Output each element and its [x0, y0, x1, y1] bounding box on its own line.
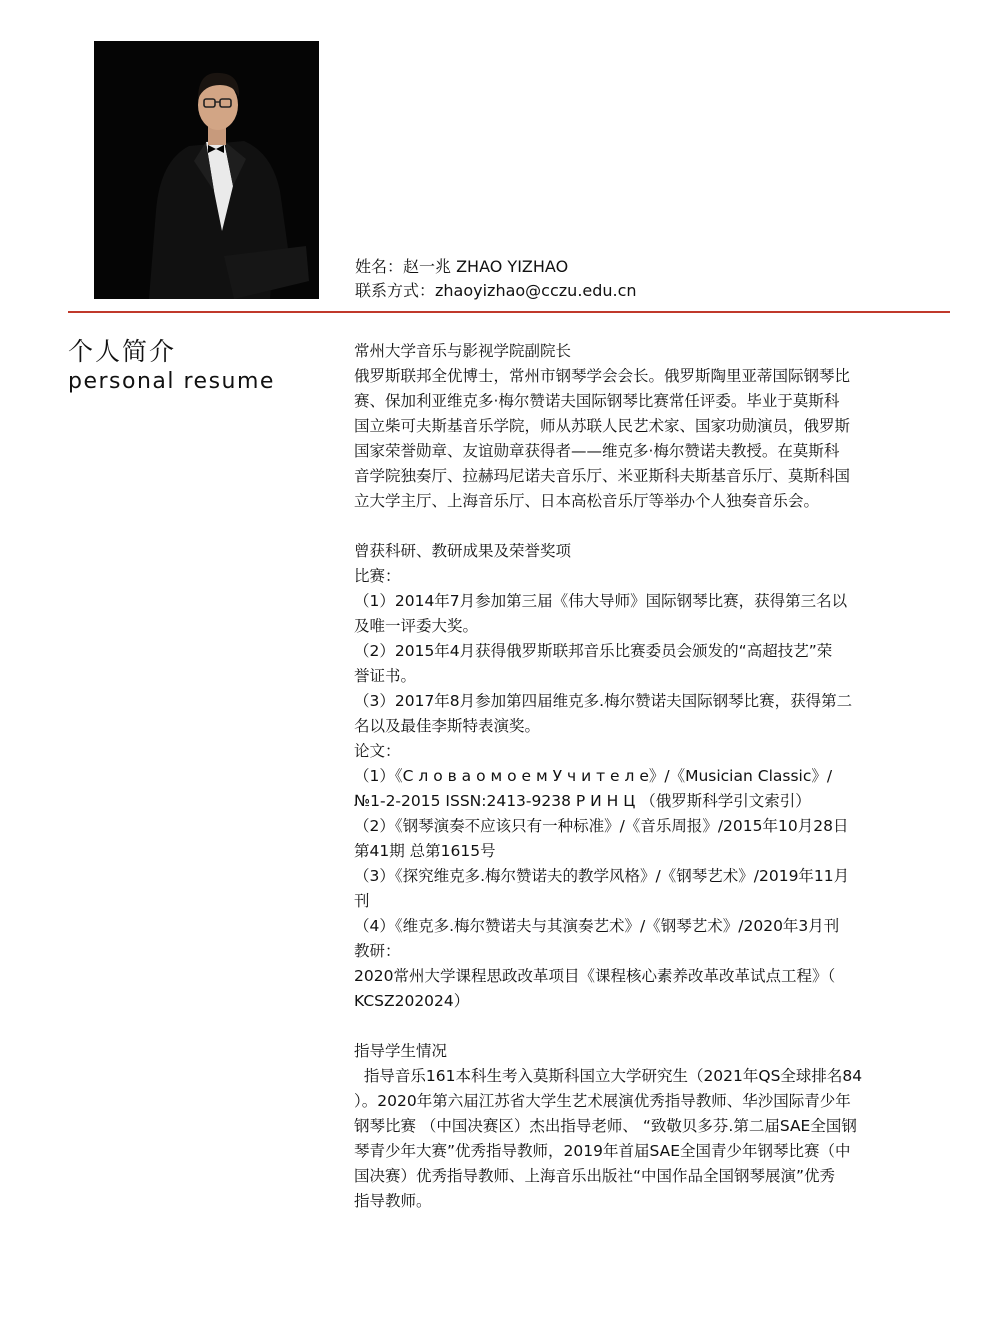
achievement-line: （2）《钢琴演奏不应该只有一种标准》/《音乐周报》/2015年10月28日: [354, 817, 849, 835]
students-line: 琴青少年大赛”优秀指导教师，2019年首届SAE全国青少年钢琴比赛（中: [354, 1142, 851, 1160]
profile-photo: [94, 41, 319, 299]
students-line: 指导音乐161本科生考入莫斯科国立大学研究生（2021年QS全球排名84: [354, 1067, 863, 1085]
bio-line: 赛、保加利亚维克多·梅尔赞诺夫国际钢琴比赛常任评委。毕业于莫斯科: [354, 392, 840, 410]
contact-info: [355, 255, 637, 303]
resume-body: [354, 339, 924, 1214]
section-divider: [68, 311, 950, 313]
contact-line: 联系方式：zhaoyizhao@cczu.edu.cn: [355, 281, 637, 300]
achievement-line: （4）《维克多.梅尔赞诺夫与其演奏艺术》/《钢琴艺术》/2020年3月刊: [354, 917, 840, 935]
achievement-line: 名以及最佳李斯特表演奖。: [354, 717, 541, 735]
achievement-line: 及唯一评委大奖。: [354, 617, 479, 635]
bio-line: 音学院独奏厅、拉赫玛尼诺夫音乐厅、米亚斯科夫斯基音乐厅、莫斯科国: [354, 467, 851, 485]
section-title-en: personal resume: [68, 369, 275, 394]
bio-line: 国立柴可夫斯基音乐学院，师从苏联人民艺术家、国家功勋演员，俄罗斯: [354, 417, 851, 435]
section-title: [68, 337, 275, 397]
achievement-line: 2020常州大学课程思政改革项目《课程核心素养改革改革试点工程》（: [354, 967, 836, 985]
spacer: [354, 1014, 924, 1039]
achievement-line: （2）2015年4月获得俄罗斯联邦音乐比赛委员会颁发的“高超技艺”荣: [354, 642, 833, 660]
bio-line: 立大学主厅、上海音乐厅、日本高松音乐厅等举办个人独奏音乐会。: [354, 492, 820, 510]
achievement-line: 第41期 总第1615号: [354, 842, 496, 860]
name-line: 姓名：赵一兆 ZHAO YIZHAO: [355, 257, 569, 276]
achievement-line: 教研：: [354, 942, 401, 960]
achievement-line: 刊: [354, 892, 370, 910]
students-heading: 指导学生情况: [354, 1042, 448, 1060]
achievement-line: （3）2017年8月参加第四届维克多.梅尔赞诺夫国际钢琴比赛，获得第二: [354, 692, 853, 710]
achievement-line: 论文：: [354, 742, 401, 760]
achievement-line: （1）2014年7月参加第三届《伟大导师》国际钢琴比赛，获得第三名以: [354, 592, 848, 610]
achievement-line: （3）《探究维克多.梅尔赞诺夫的教学风格》/《钢琴艺术》/2019年11月: [354, 867, 850, 885]
achievement-line: KCSZ202024）: [354, 992, 470, 1010]
spacer: [354, 514, 924, 539]
bio-line: 国家荣誉勋章、友谊勋章获得者——维克多·梅尔赞诺夫教授。在莫斯科: [354, 442, 840, 460]
portrait-illustration: [94, 41, 319, 299]
bio-line: 俄罗斯联邦全优博士，常州市钢琴学会会长。俄罗斯陶里亚蒂国际钢琴比: [354, 367, 851, 385]
achievements-heading: 曾获科研、教研成果及荣誉奖项: [354, 542, 572, 560]
position-line: 常州大学音乐与影视学院副院长: [354, 342, 572, 360]
students-line: 国决赛）优秀指导教师、上海音乐出版社“中国作品全国钢琴展演”优秀: [354, 1167, 836, 1185]
achievement-line: 比赛：: [354, 567, 401, 585]
students-line: 指导教师。: [354, 1192, 432, 1210]
section-title-cn: 个人简介: [68, 337, 177, 366]
achievement-line: №1-2-2015 ISSN:2413-9238 Р И Н Ц （俄罗斯科学引文索引）: [354, 792, 811, 810]
achievement-line: 誉证书。: [354, 667, 417, 685]
students-line: ）。2020年第六届江苏省大学生艺术展演优秀指导教师、华沙国际青少年: [354, 1092, 851, 1110]
students-line: 钢琴比赛 （中国决赛区）杰出指导老师、 “致敬贝多芬.第二届SAE全国钢: [354, 1117, 857, 1135]
achievement-line: （1）《С л о в а о м о е м У ч и т е л е》/《Musician Classic》/: [354, 767, 833, 785]
